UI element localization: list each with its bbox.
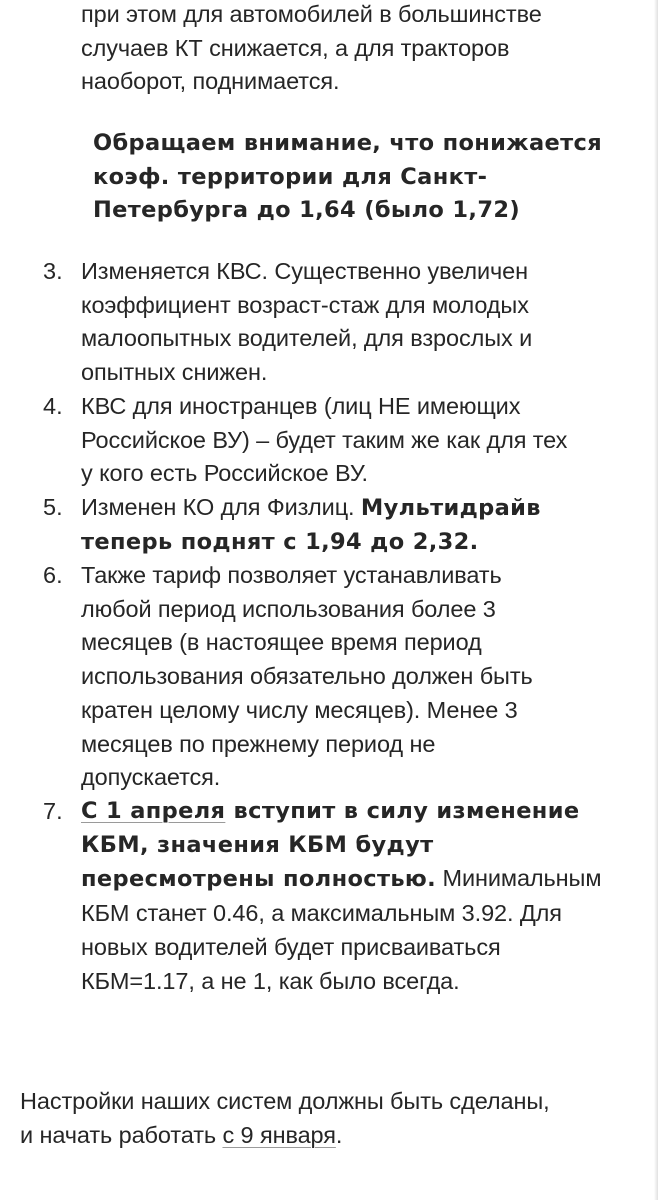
intro-paragraph bbox=[81, 0, 542, 99]
list-item-line: опытных снижен. bbox=[81, 359, 268, 386]
list-item-line: использования обязательно должен быть bbox=[81, 663, 533, 690]
list-item-line: коэффициент возраст-стаж для молодых bbox=[81, 291, 529, 318]
list-item-number: 7. bbox=[43, 798, 63, 824]
list-item-line-bold: КБМ, значения КБМ будут bbox=[81, 831, 434, 858]
bold-text: вступит в силу изменение bbox=[225, 798, 580, 824]
intro-line: при этом для автомобилей в большинстве bbox=[81, 1, 542, 27]
list-item-line: Изменяется КВС. Существенно увеличен bbox=[81, 258, 529, 284]
list-item-line: у кого есть Российское ВУ. bbox=[81, 460, 368, 487]
footer-text: и начать работать bbox=[20, 1121, 223, 1148]
regular-text: Минимальным bbox=[436, 865, 602, 892]
list-item-line: месяцев по прежнему период не bbox=[81, 730, 436, 757]
list-item-line: малоопытных водителей, для взрослых и bbox=[81, 325, 533, 352]
list-item-line-bold: теперь поднят с 1,94 до 2,32. bbox=[81, 528, 479, 555]
list-item-line: любой период использования более 3 bbox=[81, 595, 496, 622]
intro-line: случаев КТ снижается, а для тракторов bbox=[81, 34, 510, 61]
footer-text: . bbox=[335, 1121, 343, 1148]
page-edge-shadow bbox=[654, 0, 658, 1200]
list-item-line: кратен целому числу месяцев). Менее 3 bbox=[81, 696, 518, 723]
list-item-line: Также тариф позволяет устанавливать bbox=[81, 562, 502, 588]
list-item-line: КБМ станет 0.46, а максимальным 3.92. Для bbox=[81, 900, 562, 927]
list-item-line: Российское ВУ) – будет таким же как для тех bbox=[81, 426, 568, 453]
note-line: коэф. территории для Санкт- bbox=[93, 163, 488, 190]
list-item-line bbox=[81, 862, 601, 897]
date-link-april[interactable]: С 1 апреля bbox=[81, 798, 226, 824]
intro-line: наоборот, поднимается. bbox=[81, 68, 340, 95]
list-item-line: допускается. bbox=[81, 764, 221, 791]
bold-text: пересмотрены полностью. bbox=[81, 866, 437, 893]
footer-line: Настройки наших систем должны быть сделаны, bbox=[20, 1088, 550, 1114]
regular-text: Изменен КО для Физлиц. bbox=[81, 494, 361, 520]
territory-note bbox=[93, 127, 602, 228]
list-item-3 bbox=[81, 255, 532, 390]
list-item-line: КБМ=1.17, а не 1, как было всегда. bbox=[81, 967, 460, 994]
list-item-number: 3. bbox=[43, 258, 63, 284]
list-item-6 bbox=[81, 559, 533, 795]
list-item-7 bbox=[81, 795, 601, 998]
list-item-line bbox=[81, 491, 541, 526]
list-item-5 bbox=[81, 491, 541, 559]
multidrive-bold-text: Мультидрайв bbox=[360, 495, 541, 521]
list-item-number: 4. bbox=[43, 393, 63, 419]
list-item-number: 6. bbox=[43, 562, 63, 588]
list-item-line: новых водителей будет присваиваться bbox=[81, 933, 501, 960]
date-link-january[interactable]: с 9 января bbox=[222, 1121, 336, 1148]
list-item-number: 5. bbox=[43, 494, 63, 520]
note-line: Обращаем внимание, что понижается bbox=[93, 130, 603, 156]
footer-line bbox=[20, 1119, 550, 1153]
note-line: Петербурга до 1,64 (было 1,72) bbox=[93, 197, 520, 224]
list-item-line: месяцев (в настоящее время период bbox=[81, 629, 482, 656]
list-item-line: КВС для иностранцев (лиц НЕ имеющих bbox=[81, 393, 521, 419]
list-item-line-bold bbox=[81, 795, 601, 829]
footer-paragraph bbox=[20, 1085, 550, 1152]
list-item-4 bbox=[81, 390, 567, 491]
